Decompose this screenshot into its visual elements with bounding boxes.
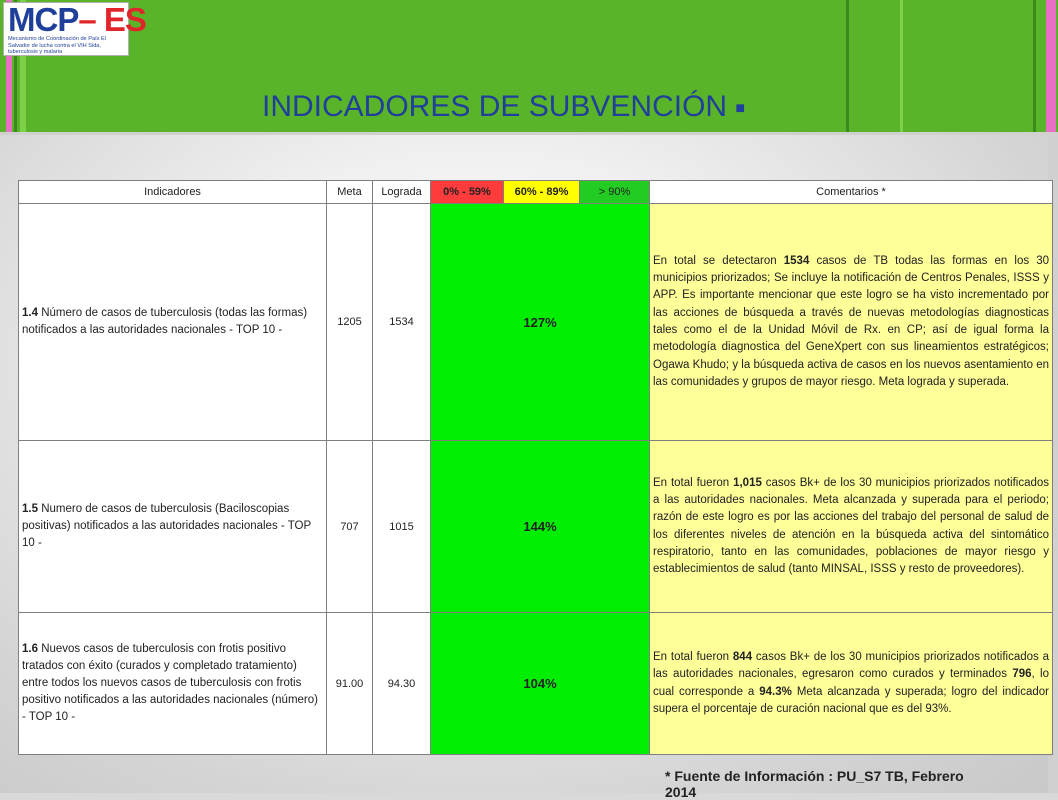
col-range-mid: 60% - 89%	[504, 181, 580, 204]
percentage-cell: 127%	[431, 204, 650, 441]
col-comentarios: Comentarios *	[650, 181, 1053, 204]
header-stripe	[1033, 0, 1036, 135]
meta-cell: 707	[327, 441, 373, 613]
indicator-text: Nuevos casos de tuberculosis con frotis positivo tratados con éxito (curados y completado tratamiento) entre todos los nuevos casos de tuberculosis con frotis positivo notificados a las autoridades nacionales (número) - TOP 10 -	[22, 643, 318, 723]
comment-text: , lo cual corresponde a	[653, 668, 1050, 698]
comment-text: casos Bk+ de los 30 municipios priorizados notificados a las autoridades nacionales. Meta alcanzada y superada para el periodo; razón de este logro es por las acciones del trabajo del personal de salud de los diferentes niveles de atención en la búsqueda activa del sintomático respiratorio, tanto en las comunidades, poblaciones de mayor riesgo y establecimientos de salud (tanto MINSAL, ISSS y resto de proveedores).	[653, 476, 1050, 576]
comment-highlight: 1,015	[733, 476, 762, 489]
col-range-low: 0% - 59%	[431, 181, 504, 204]
table-header-row	[19, 181, 1053, 204]
indicator-cell	[19, 441, 327, 613]
header-divider	[0, 132, 1058, 135]
indicator-cell	[19, 613, 327, 755]
comment-text: En total fueron	[653, 476, 734, 489]
comment-highlight: 1534	[783, 254, 810, 267]
logo-mcp: MCP	[8, 1, 79, 38]
source-note	[665, 768, 964, 800]
col-meta: Meta	[327, 181, 373, 204]
indicators-table	[18, 180, 1053, 755]
percentage-cell: 104%	[431, 613, 650, 755]
meta-cell: 91.00	[327, 613, 373, 755]
percentage-cell: 144%	[431, 441, 650, 613]
indicator-cell	[19, 204, 327, 441]
col-lograda: Lograda	[373, 181, 431, 204]
meta-cell: 1205	[327, 204, 373, 441]
logo-dash: –	[78, 1, 104, 38]
indicator-code: 1.5	[22, 503, 38, 515]
comment-text: casos Bk+ de los 30 municipios priorizados notificados a las autoridades nacionales, egresaron como curados y terminados	[653, 650, 1049, 681]
comment-highlight: 94.3%	[759, 685, 792, 698]
comment-cell	[650, 613, 1053, 755]
table-row	[19, 441, 1053, 613]
table-row	[19, 204, 1053, 441]
lograda-cell: 1015	[373, 441, 431, 613]
indicator-code: 1.4	[22, 307, 38, 319]
col-indicadores: Indicadores	[19, 181, 327, 204]
source-note-line: * Fuente de Información : PU_S7 TB, Febrero	[665, 768, 964, 784]
table-row	[19, 613, 1053, 755]
logo-subtitle: Mecanismo de Coordinación de País El Salvador de lucha contra el VIH Sida, tuberculosis y malaria	[8, 36, 106, 55]
comment-cell	[650, 441, 1053, 613]
logo-wordmark	[8, 1, 146, 39]
comment-text: En total se detectaron	[653, 254, 784, 267]
comment-text: casos de TB todas las formas en los 30 municipios priorizados; Se incluye la notificación de Centros Penales, ISSS y APP. Es importante mencionar que este logro se ha visto incrementado por las acciones de búsqueda a través de nuevas metodologías diagnosticas tales como el de la Unidad Móvil de Rx. en CP; así de igual forma la metodología diagnostica del GeneXpert con sus lineamientos estratégicos; Ogawa Khudo; y la búsqueda activa de casos en los nuevos asentamiento en las comunidades y grupos de mayor riesgo. Meta lograda y superada.	[653, 254, 1049, 388]
indicator-text: Número de casos de tuberculosis (todas las formas) notificados a las autoridades nacionales - TOP 10 -	[22, 307, 308, 336]
comment-text: En total fueron	[653, 650, 733, 663]
header-stripe	[900, 0, 903, 135]
header-stripe	[1046, 0, 1056, 135]
indicator-text: Numero de casos de tuberculosis (Baciloscopias positivas) notificados a las autoridades nacionales - TOP 10 -	[22, 503, 311, 549]
source-note-line: 2014	[665, 784, 697, 800]
lograda-cell: 94.30	[373, 613, 431, 755]
lograda-cell: 1534	[373, 204, 431, 441]
page-title-text: INDICADORES DE SUBVENCIÓN	[262, 90, 728, 123]
header-stripe	[846, 0, 849, 135]
col-range-high: > 90%	[580, 181, 650, 204]
page-title	[262, 90, 745, 124]
indicator-code: 1.6	[22, 643, 38, 655]
title-bullet-icon: ■	[735, 100, 746, 117]
comment-highlight: 796	[1012, 668, 1032, 681]
comment-highlight: 844	[732, 650, 753, 663]
mcp-es-logo	[3, 1, 146, 56]
comment-cell	[650, 204, 1053, 441]
comment-text: Meta alcanzada y superada; logro del indicador supera el porcentaje de curación nacional que es del 93%.	[653, 685, 1049, 715]
logo-es: ES	[103, 1, 146, 38]
